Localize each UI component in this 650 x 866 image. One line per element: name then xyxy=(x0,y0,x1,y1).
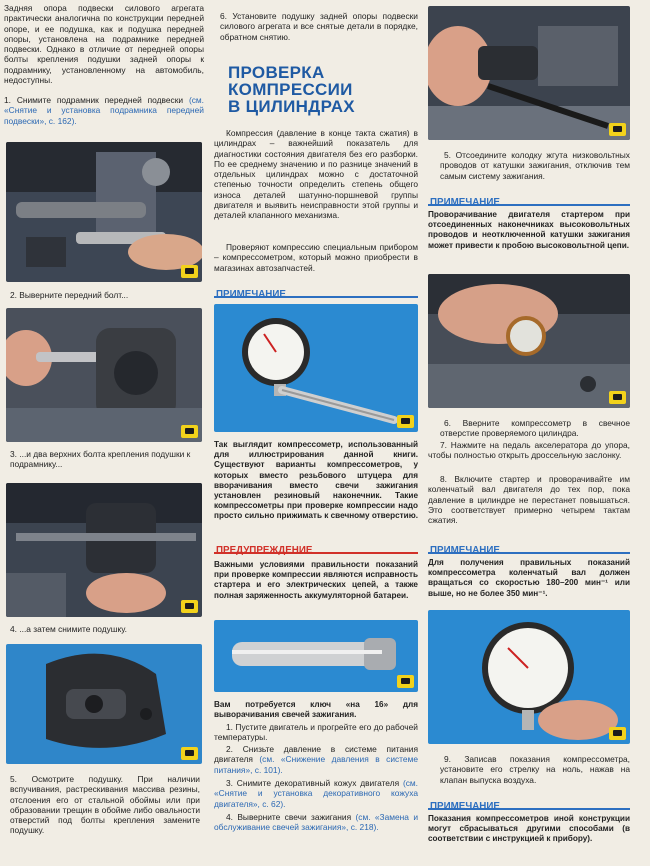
note-label-1: ПРИМЕЧАНИЕ xyxy=(216,289,286,300)
photo-remove-mount-illustration xyxy=(6,483,202,617)
warning-text: Важными условиями правильности показаний при проверке компрессии являются исправность стартера и его электрических цепей, а также полная заряженность аккумуляторной батареи. xyxy=(214,560,418,600)
camera-icon xyxy=(397,675,414,688)
step-1-link[interactable]: (см. «Снятие и установка подрамника передней подвески», с. 162). xyxy=(4,95,204,126)
photo-socket-key xyxy=(214,620,418,692)
camera-icon xyxy=(181,600,198,613)
note-header-2 xyxy=(428,192,630,206)
need-key-note: Вам потребуется ключ «на 16» для выворачивания свечей зажигания. xyxy=(214,700,418,720)
photo-gauge-reset xyxy=(428,610,630,744)
photo-remove-mount xyxy=(6,483,202,617)
step-2-1: 1. Пустите двигатель и прогрейте его до рабочей температуры. xyxy=(214,722,418,743)
gauge-in-cylinder-illustration xyxy=(428,274,630,408)
socket-key-illustration xyxy=(214,620,418,692)
photo-mount-cushion-illustration xyxy=(6,644,202,764)
step-2-4-text: 4. Выверните свечи зажигания xyxy=(226,812,352,822)
camera-icon xyxy=(397,415,414,428)
section-title-line-3: В ЦИЛИНДРАХ xyxy=(228,97,355,116)
step-2-2-text: 2. Снизьте давление в системе питания двигателя xyxy=(214,744,418,765)
note-text-4: Показания компрессометров иной конструкции могут сбрасываться другими способами (в соответствии с инструкцией к прибору). xyxy=(428,814,630,844)
gauge-reset-illustration xyxy=(428,610,630,744)
camera-icon xyxy=(181,425,198,438)
note-label-3: ПРИМЕЧАНИЕ xyxy=(430,545,500,556)
caption-4: 4. ...а затем снимите подушку. xyxy=(10,624,127,634)
step-2-2 xyxy=(214,744,418,775)
camera-icon xyxy=(609,123,626,136)
note-text-2: Проворачивание двигателя стартером при отсоединенных наконечниках высоковольтных проводов и неотключенной катушки зажигания может привести к пробою высоковольтной цепи. xyxy=(428,210,630,250)
ignition-connector-illustration xyxy=(428,6,630,140)
step-1-text: 1. Снимите подрамник передней подвески xyxy=(4,95,184,105)
note-header-1 xyxy=(214,284,418,298)
photo-upper-bolts xyxy=(6,308,202,442)
step-2-4 xyxy=(214,812,418,833)
compressometer-paragraph: Проверяют компрессию специальным прибором – компрессометром, который можно приобрести в магазинах автозапчастей. xyxy=(214,242,418,273)
camera-icon xyxy=(609,727,626,740)
note-label-4: ПРИМЕЧАНИЕ xyxy=(430,801,500,812)
note-label-2: ПРИМЕЧАНИЕ xyxy=(430,197,500,208)
note-header-3 xyxy=(428,540,630,554)
step-6: 6. Установите подушку задней опоры подвески силового агрегата и все снятые детали в порядке, обратном снятию. xyxy=(220,11,418,42)
compressometer-illustration xyxy=(214,304,418,432)
step-3-8: 8. Включите стартер и проворачивайте им коленчатый вал двигателя до тех пор, пока давление в цилиндре не перестанет повышаться. Это соответствует примерно четырем тактам сжатия. xyxy=(428,474,630,526)
photo-front-bolt-illustration xyxy=(6,142,202,282)
note-text-3: Для получения правильных показаний компрессометра коленчатый вал должен вращаться со скоростью 180–200 мин⁻¹ или выше, но не более 350 мин⁻¹. xyxy=(428,558,630,598)
step-2-3 xyxy=(214,778,418,809)
camera-icon xyxy=(609,391,626,404)
photo-ignition-connector xyxy=(428,6,630,140)
note-header-4 xyxy=(428,796,630,810)
photo-mount-cushion xyxy=(6,644,202,764)
step-3-7: 7. Нажмите на педаль акселератора до упора, чтобы полностью открыть дроссельную заслонку. xyxy=(428,440,630,461)
section-title-line-2: КОМПРЕССИИ xyxy=(228,80,353,99)
step-2-4-link[interactable]: (см. «Замена и обслуживание свечей зажигания», с. 218). xyxy=(214,812,418,833)
note-text-1: Так выглядит компрессометр, использованный для иллюстрирования данной книги. Существуют варианты компрессометров, у которых вместо резьбового штуцера для вворачивания вместо свечи зажигания установлен резиновый наконечник. Такие компрессометры при проверке компрессии надо просто сильно прижимать к свечному отверстию. xyxy=(214,440,418,521)
photo-upper-bolts-illustration xyxy=(6,308,202,442)
step-3-9: 9. Записав показания компрессометра, установите его стрелку на ноль, нажав на клапан выпуска воздуха. xyxy=(440,754,630,785)
caption-2: 2. Выверните передний болт... xyxy=(10,290,129,300)
step-1 xyxy=(4,95,204,126)
step-2-3-text: 3. Снимите декоративный кожух двигателя xyxy=(226,778,400,788)
compression-paragraph: Компрессия (давление в конце такта сжатия) в цилиндрах – важнейший показатель для диагностики состояния двигателя без его разборки. По ее среднему значению и по разнице значений в отдельных цилиндрах можно с достаточной степенью точности определить степень общего износа деталей шатунно-поршневой группы двигателя и выявить неисправности этой группы и деталей клапанного механизма. xyxy=(214,128,418,221)
warning-label: ПРЕДУПРЕЖДЕНИЕ xyxy=(216,545,313,556)
photo-gauge-in-cylinder xyxy=(428,274,630,408)
step-2-3-link[interactable]: (см. «Снятие и установка декоративного кожуха двигателя», с. 62). xyxy=(214,778,419,809)
step-2-2-link[interactable]: (см. «Снижение давления в системе питания», с. 101). xyxy=(214,754,419,775)
camera-icon xyxy=(181,265,198,278)
section-title xyxy=(228,64,418,115)
intro-paragraph: Задняя опора подвески силового агрегата практически аналогична по конструкции передней опоре, и ее подушка, как и подушка передней опоры, установлена на подрамнике передней подвески. Однако в отличие от передней опоры болты крепления подушки задней опоры к подрамнику, установленному на автомобиль, недоступны. xyxy=(4,3,204,86)
photo-compressometer xyxy=(214,304,418,432)
step-3-6: 6. Вверните компрессометр в свечное отверстие проверяемого цилиндра. xyxy=(440,418,630,439)
step-5-inspect: 5. Осмотрите подушку. При наличии вспучивания, растрескивания массива резины, отслоения его от стальной обоймы или при образовании трещин в обойме либо овальности отверстий под болты крепления замените подушку. xyxy=(10,774,200,836)
step-3-5: 5. Отсоедините колодку жгута низковольтных проводов от катушки зажигания, отключив тем самым систему зажигания. xyxy=(440,150,630,181)
photo-front-bolt xyxy=(6,142,202,282)
caption-3: 3. ...и два верхних болта крепления подушки к подрамнику... xyxy=(10,449,191,470)
warning-header xyxy=(214,540,418,554)
section-title-line-1: ПРОВЕРКА xyxy=(228,63,325,82)
camera-icon xyxy=(181,747,198,760)
